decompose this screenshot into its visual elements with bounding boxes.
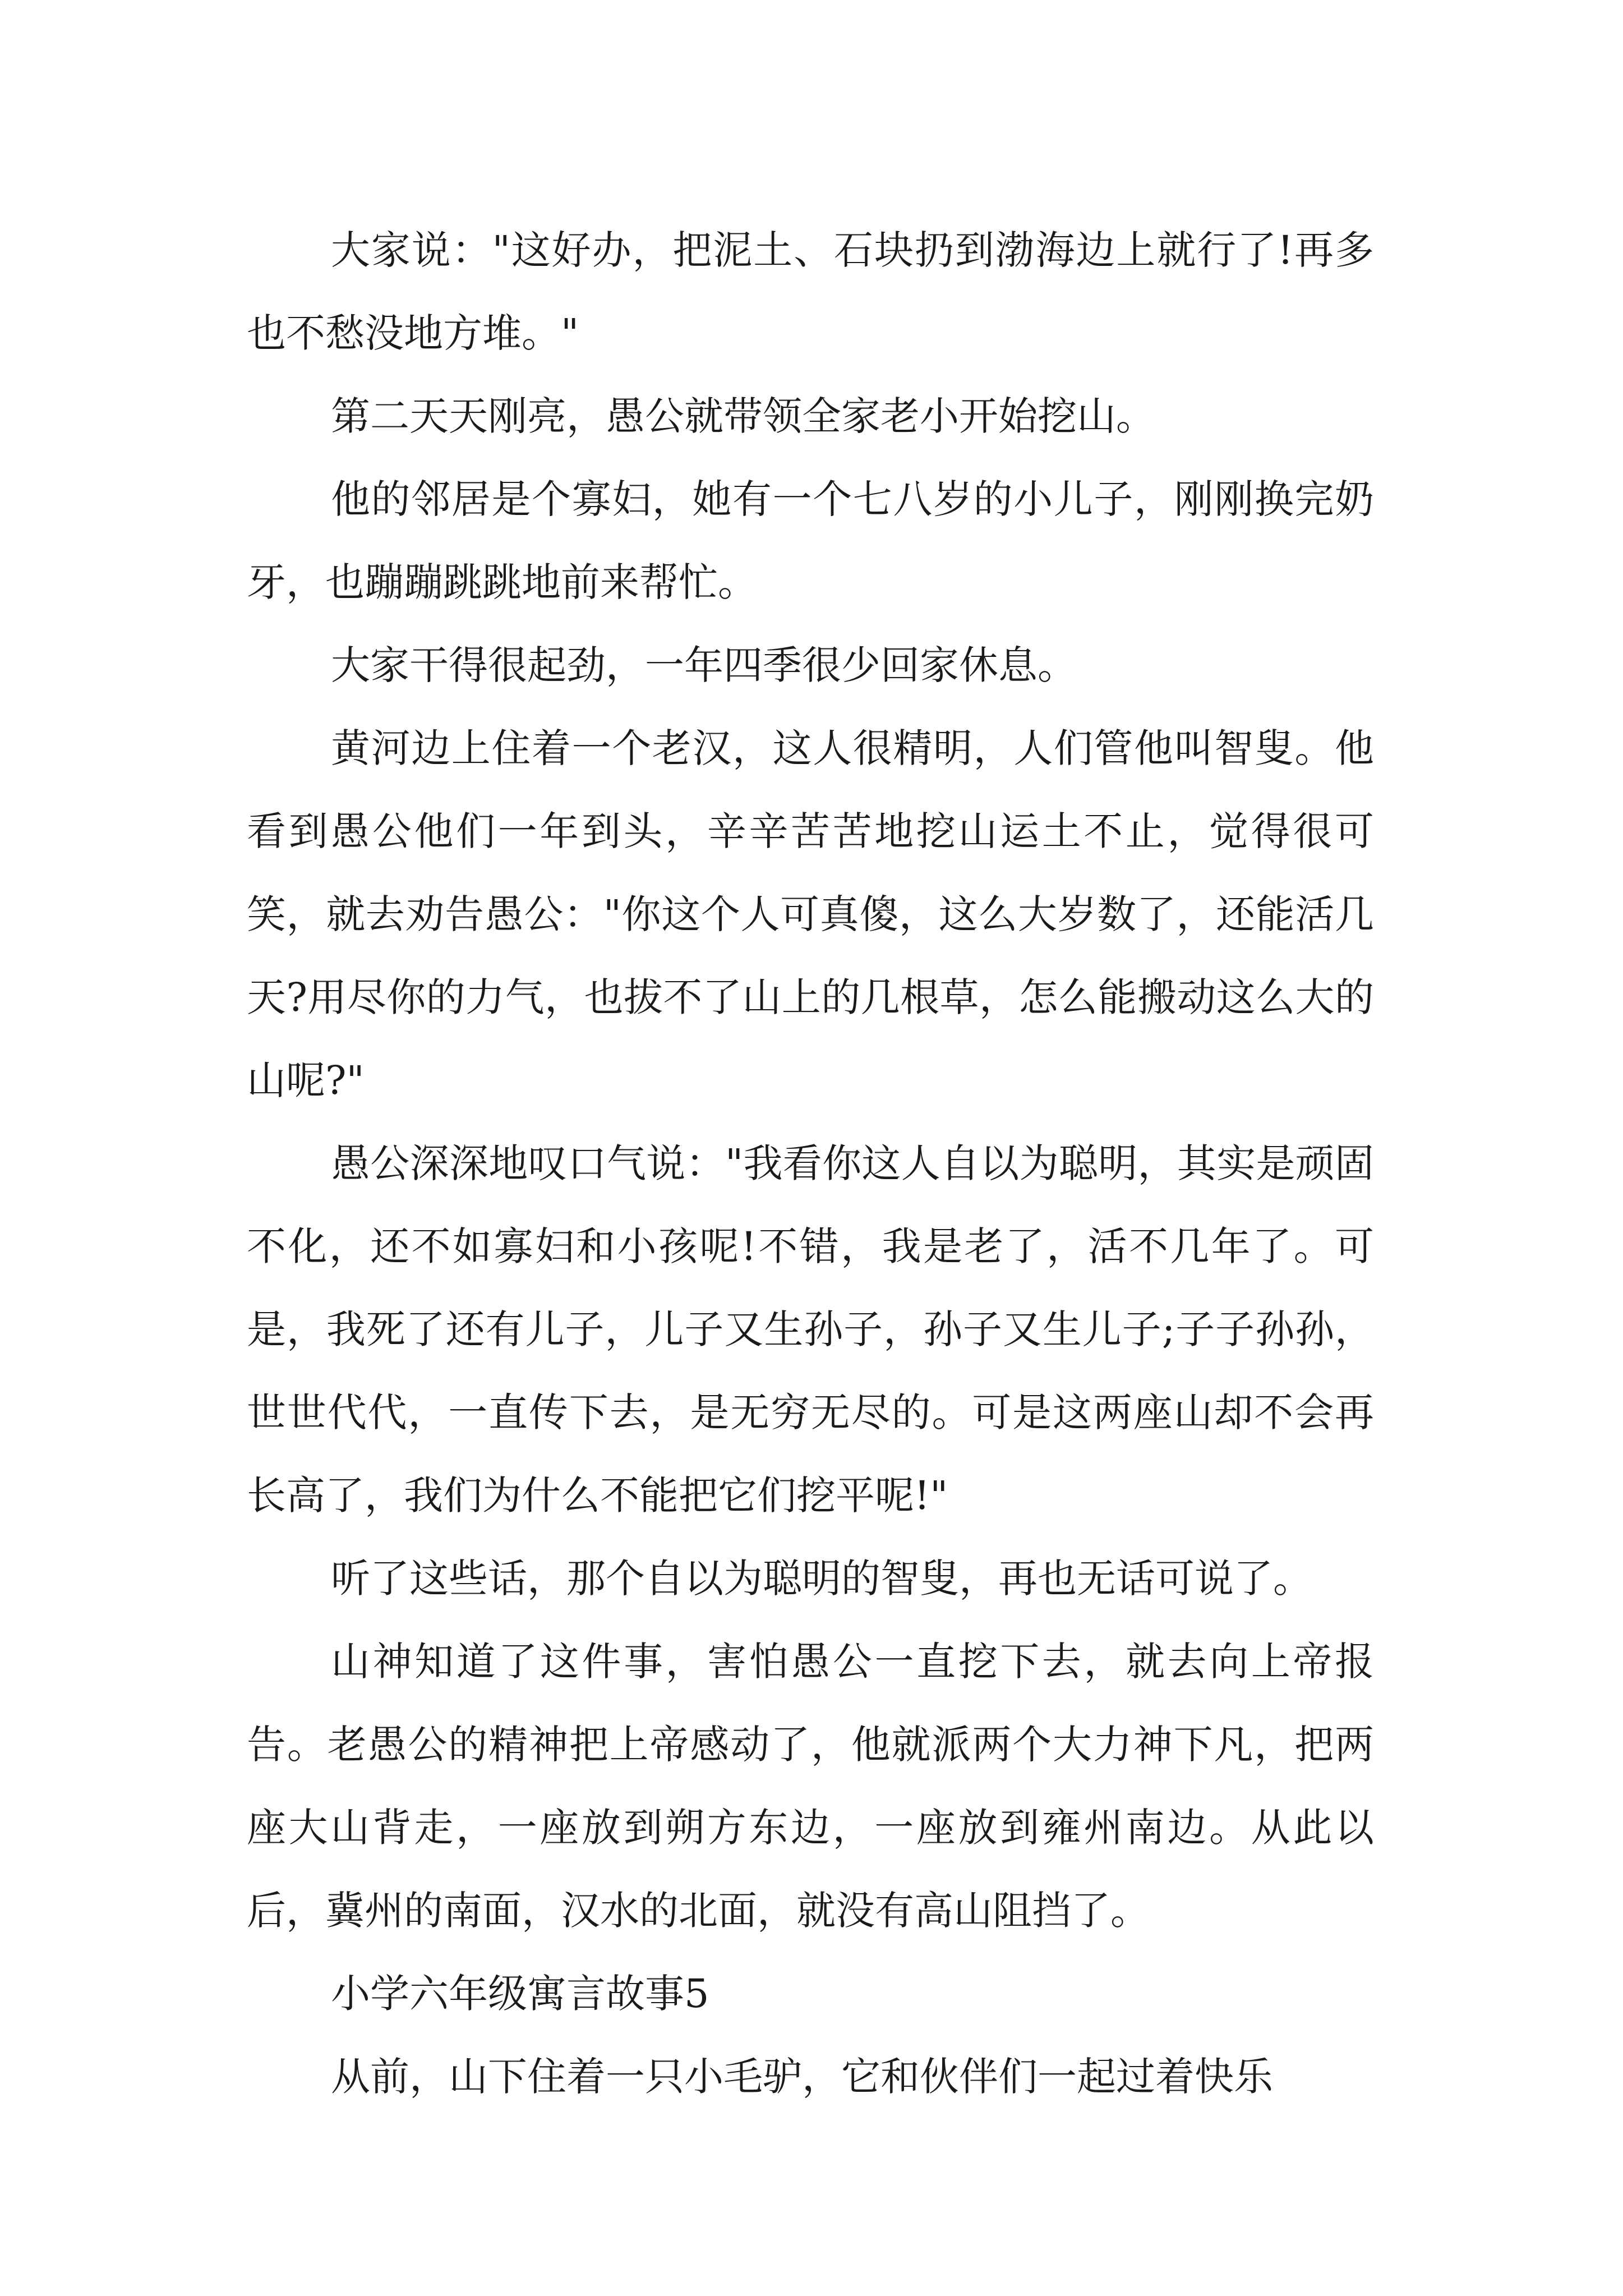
paragraph: 山神知道了这件事，害怕愚公一直挖下去，就去向上帝报告。老愚公的精神把上帝感动了，他就派两个大力神下凡，把两座大山背走，一座放到朔方东边，一座放到雍州南边。从此以后，冀州的南面，汉水的北面，就没有高山阻挡了。 — [247, 1639, 1374, 1934]
paragraph: 第二天天刚亮，愚公就带领全家老小开始挖山。 — [331, 393, 1155, 439]
paragraph: 从前，山下住着一只小毛驴，它和伙伴们一起过着快乐 — [331, 2054, 1273, 2100]
paragraph: 黄河边上住着一个老汉，这人很精明，人们管他叫智叟。他看到愚公他们一年到头，辛辛苦苦地挖山运土不止，觉得很可笑，就去劝告愚公："你这个人可真傻，这么大岁数了，还能活几天?用尽你的力气，也拔不了山上的几根草，怎么能搬动这么大的山呢?" — [247, 725, 1374, 1103]
paragraph: 大家说："这好办，把泥土、石块扔到渤海边上就行了!再多也不愁没地方堆。" — [247, 227, 1374, 356]
paragraph: 他的邻居是个寡妇，她有一个七八岁的小儿子，刚刚换完奶牙，也蹦蹦跳跳地前来帮忙。 — [247, 476, 1374, 605]
section-heading: 小学六年级寓言故事5 — [331, 1971, 709, 2017]
paragraph: 愚公深深地叹口气说："我看你这人自以为聪明，其实是顽固不化，还不如寡妇和小孩呢!不错，我是老了，活不几年了。可是，我死了还有儿子，儿子又生孙子，孙子又生儿子;子子孙孙，世世代代，一直传下去，是无穷无尽的。可是这两座山却不会再长高了，我们为什么不能把它们挖平呢!" — [247, 1140, 1374, 1519]
document-body — [247, 209, 1374, 2118]
paragraph: 听了这些话，那个自以为聪明的智叟，再也无话可说了。 — [331, 1556, 1312, 1602]
paragraph: 大家干得很起劲，一年四季很少回家休息。 — [331, 642, 1077, 688]
